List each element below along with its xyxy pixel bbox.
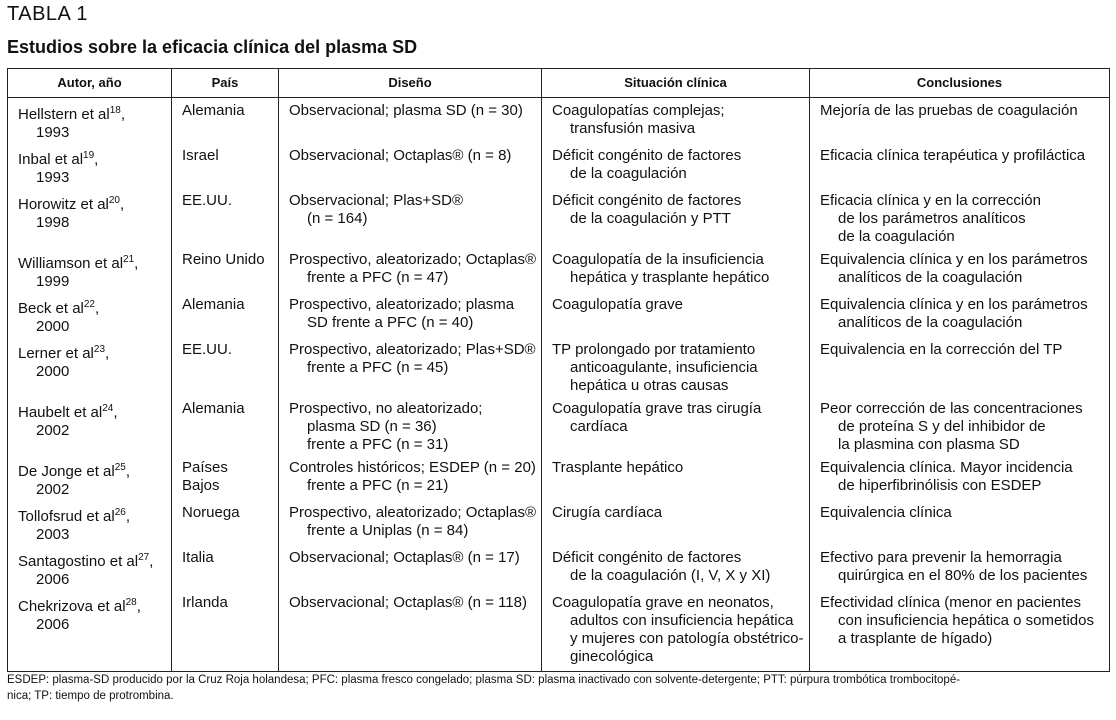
design-cell (279, 247, 542, 292)
reference-number: 20 (108, 195, 120, 206)
design-cell (279, 292, 542, 337)
author-cell (8, 188, 172, 247)
author-cell (8, 143, 172, 188)
design-line: frente a PFC (n = 31) (307, 436, 449, 453)
author-line: Williamson et $al^{21}$, (18, 254, 139, 272)
publication-year: 2002 (36, 422, 70, 439)
conclusion-line: Efectivo para prevenir la hemorragia (820, 549, 1062, 566)
conclusion-line: Equivalencia en la corrección del TP (820, 341, 1063, 358)
author-name: Haubelt et al (18, 404, 103, 421)
publication-year: 1998 (36, 214, 70, 231)
situation-line: hepática u otras causas (570, 377, 729, 394)
reference-number: 27 (138, 552, 150, 563)
country-cell: Noruega (172, 500, 279, 545)
table-row (8, 247, 1110, 292)
author-cell (8, 455, 172, 500)
publication-year: 1993 (36, 169, 70, 186)
reference-number: 19 (83, 150, 95, 161)
table-row (8, 337, 1110, 396)
conclusions-cell (810, 188, 1110, 247)
design-line: Prospectivo, no aleatorizado; (289, 400, 483, 417)
country-cell: Reino Unido (172, 247, 279, 292)
country-cell: Alemania (172, 292, 279, 337)
author-name: Chekrizova et al (18, 598, 126, 615)
author-name: Inbal et al (18, 151, 84, 168)
author-cell (8, 590, 172, 672)
situation-line: ginecológica (570, 648, 654, 665)
footnote-line: nica; TP: tiempo de protrombina. (7, 690, 174, 702)
design-line: frente a PFC (n = 21) (307, 477, 449, 494)
author-cell (8, 500, 172, 545)
design-line: Observacional; plasma SD (n = 30) (289, 102, 523, 119)
situation-line: Déficit congénito de factores (552, 147, 742, 164)
situation-cell (542, 455, 810, 500)
design-line: SD frente a PFC (n = 40) (307, 314, 474, 331)
design-line: Controles históricos; ESDEP (n = 20) (289, 459, 536, 476)
design-cell (279, 337, 542, 396)
conclusions-cell (810, 545, 1110, 590)
conclusions-cell (810, 247, 1110, 292)
design-cell (279, 98, 542, 144)
situation-cell (542, 590, 810, 672)
publication-year: 2002 (36, 481, 70, 498)
design-cell (279, 188, 542, 247)
design-line: Prospectivo, aleatorizado; Plas+SD® (289, 341, 536, 358)
reference-number: 18 (109, 105, 121, 116)
conclusions-cell (810, 98, 1110, 144)
author-line: Beck et $al^{22}$, (18, 299, 100, 317)
situation-cell (542, 337, 810, 396)
footnote-line: ESDEP: plasma-SD producido por la Cruz Roja holandesa; PFC: plasma fresco congelado; plasma SD: plasma inactivado con solvente-detergente; PTT: púrpura trombótica trombocitopé- (7, 674, 961, 686)
conclusion-line: la plasmina con plasma SD (838, 436, 1020, 453)
situation-cell (542, 98, 810, 144)
situation-line: y mujeres con patología obstétrico- (570, 630, 804, 647)
design-cell (279, 396, 542, 455)
conclusion-line: de hiperfibrinólisis con ESDEP (838, 477, 1042, 494)
table-row (8, 545, 1110, 590)
publication-year: 1999 (36, 273, 70, 290)
design-cell (279, 590, 542, 672)
author-name: De Jonge et al (18, 463, 115, 480)
situation-line: Cirugía cardíaca (552, 504, 663, 521)
design-line: plasma SD (n = 36) (307, 418, 437, 435)
conclusion-line: Efectividad clínica (menor en pacientes (820, 594, 1081, 611)
situation-line: hepática y trasplante hepático (570, 269, 770, 286)
table-footnote (7, 672, 1111, 704)
situation-cell (542, 396, 810, 455)
country-cell: EE.UU. (172, 337, 279, 396)
design-cell (279, 545, 542, 590)
column-header-author: Autor, año (8, 69, 172, 98)
country-cell: Italia (172, 545, 279, 590)
publication-year: 2006 (36, 616, 70, 633)
conclusion-line: de los parámetros analíticos (838, 210, 1026, 227)
design-line: (n = 164) (307, 210, 368, 227)
reference-number: 23 (93, 344, 106, 355)
situation-line: anticoagulante, insuficiencia (570, 359, 758, 376)
author-line: Horowitz et $al^{20}$, (18, 195, 125, 213)
publication-year: 2003 (36, 526, 70, 543)
design-cell (279, 500, 542, 545)
situation-line: de la coagulación y PTT (570, 210, 731, 227)
situation-line: Trasplante hepático (552, 459, 684, 476)
situation-cell (542, 188, 810, 247)
situation-line: Déficit congénito de factores (552, 549, 742, 566)
design-line: Prospectivo, aleatorizado; Octaplas® (289, 504, 537, 521)
country-cell: Alemania (172, 98, 279, 144)
author-cell (8, 396, 172, 455)
author-line: Lerner et $al^{23}$, (18, 344, 110, 362)
design-line: Observacional; Plas+SD® (289, 192, 464, 209)
conclusions-cell (810, 396, 1110, 455)
conclusion-line: Mejoría de las pruebas de coagulación (820, 102, 1078, 119)
reference-number: 21 (123, 254, 135, 265)
country-cell: Israel (172, 143, 279, 188)
situation-cell (542, 247, 810, 292)
design-line: Prospectivo, aleatorizado; Octaplas® (289, 251, 537, 268)
author-line: Tollofsrud et $al^{26}$, (18, 507, 131, 525)
table-row (8, 188, 1110, 247)
author-cell (8, 337, 172, 396)
conclusion-line: de proteína S y del inhibidor de (838, 418, 1046, 435)
publication-year: 2000 (36, 363, 70, 380)
situation-line: Coagulopatía grave en neonatos, (552, 594, 774, 611)
conclusion-line: Eficacia clínica y en la corrección (820, 192, 1041, 209)
conclusion-line: Equivalencia clínica y en los parámetros (820, 251, 1088, 268)
author-cell (8, 292, 172, 337)
table-body (8, 98, 1110, 672)
author-name: Beck et al (18, 300, 84, 317)
situation-line: Coagulopatías complejas; (552, 102, 725, 119)
design-cell (279, 143, 542, 188)
table-row (8, 98, 1110, 144)
design-line: Observacional; Octaplas® (n = 118) (289, 594, 527, 611)
author-cell (8, 545, 172, 590)
author-line: Chekrizova et $al^{28}$, (18, 597, 141, 615)
situation-line: transfusión masiva (570, 120, 696, 137)
table-title: Estudios sobre la eficacia clínica del plasma SD (7, 37, 418, 57)
country-cell: Países Bajos (172, 455, 279, 500)
conclusion-line: analíticos de la coagulación (838, 314, 1023, 331)
situation-line: Déficit congénito de factores (552, 192, 742, 209)
situation-cell (542, 500, 810, 545)
situation-line: cardíaca (570, 418, 628, 435)
conclusion-line: Equivalencia clínica y en los parámetros (820, 296, 1088, 313)
author-line: Hellstern et $al^{18}$, (18, 105, 126, 123)
author-name: Santagostino et al (18, 553, 139, 570)
publication-year: 2006 (36, 571, 70, 588)
table-row (8, 143, 1110, 188)
reference-number: 25 (114, 462, 126, 473)
author-name: Tollofsrud et al (18, 508, 115, 525)
design-line: frente a PFC (n = 45) (307, 359, 449, 376)
conclusions-cell (810, 143, 1110, 188)
table-label: TABLA 1 (7, 3, 88, 25)
situation-line: Coagulopatía grave (552, 296, 683, 313)
conclusion-line: de la coagulación (838, 228, 955, 245)
studies-table (7, 68, 1110, 672)
author-line: De Jonge et $al^{25}$, (18, 462, 131, 480)
reference-number: 24 (102, 403, 114, 414)
author-name: Horowitz et al (18, 196, 109, 213)
conclusion-line: con insuficiencia hepática o sometidos (838, 612, 1094, 629)
design-line: Prospectivo, aleatorizado; plasma (289, 296, 515, 313)
design-line: frente a Uniplas (n = 84) (307, 522, 469, 539)
conclusion-line: quirúrgica en el 80% de los pacientes (838, 567, 1088, 584)
author-line: Haubelt et $al^{24}$, (18, 403, 118, 421)
conclusions-cell (810, 292, 1110, 337)
design-line: Observacional; Octaplas® (n = 17) (289, 549, 520, 566)
conclusions-cell (810, 455, 1110, 500)
country-cell: EE.UU. (172, 188, 279, 247)
column-header-situation: Situación clínica (542, 69, 810, 98)
conclusion-line: Equivalencia clínica (820, 504, 952, 521)
conclusion-line: Peor corrección de las concentraciones (820, 400, 1083, 417)
reference-number: 22 (83, 299, 95, 310)
author-name: Williamson et al (18, 255, 124, 272)
author-name: Hellstern et al (18, 106, 110, 123)
author-cell (8, 98, 172, 144)
column-header-conclusions: Conclusiones (810, 69, 1110, 98)
situation-line: adultos con insuficiencia hepática (570, 612, 794, 629)
situation-line: Coagulopatía de la insuficiencia (552, 251, 764, 268)
table-row (8, 292, 1110, 337)
conclusions-cell (810, 337, 1110, 396)
design-line: frente a PFC (n = 47) (307, 269, 449, 286)
situation-cell (542, 143, 810, 188)
reference-number: 28 (125, 597, 137, 608)
author-line: Santagostino et $al^{27}$, (18, 552, 154, 570)
conclusion-line: a trasplante de hígado) (838, 630, 993, 647)
publication-year: 1993 (36, 124, 70, 141)
conclusions-cell (810, 590, 1110, 672)
table-row (8, 590, 1110, 672)
country-cell: Irlanda (172, 590, 279, 672)
country-cell: Alemania (172, 396, 279, 455)
author-cell (8, 247, 172, 292)
conclusion-line: Eficacia clínica terapéutica y profiláctica (820, 147, 1086, 164)
situation-cell (542, 545, 810, 590)
column-header-country: País (172, 69, 279, 98)
conclusion-line: analíticos de la coagulación (838, 269, 1023, 286)
author-line: Inbal et $al^{19}$, (18, 150, 99, 168)
conclusion-line: Equivalencia clínica. Mayor incidencia (820, 459, 1073, 476)
situation-line: Coagulopatía grave tras cirugía (552, 400, 762, 417)
situation-cell (542, 292, 810, 337)
situation-line: de la coagulación (570, 165, 687, 182)
author-name: Lerner et al (18, 345, 94, 362)
publication-year: 2000 (36, 318, 70, 335)
column-header-design: Diseño (279, 69, 542, 98)
table-header-row (8, 69, 1110, 98)
table-row (8, 455, 1110, 500)
conclusions-cell (810, 500, 1110, 545)
situation-line: TP prolongado por tratamiento (552, 341, 756, 358)
reference-number: 26 (114, 507, 126, 518)
studies-table-container (7, 68, 1109, 672)
table-row (8, 500, 1110, 545)
design-cell (279, 455, 542, 500)
table-row (8, 396, 1110, 455)
situation-line: de la coagulación (I, V, X y XI) (570, 567, 771, 584)
design-line: Observacional; Octaplas® (n = 8) (289, 147, 512, 164)
